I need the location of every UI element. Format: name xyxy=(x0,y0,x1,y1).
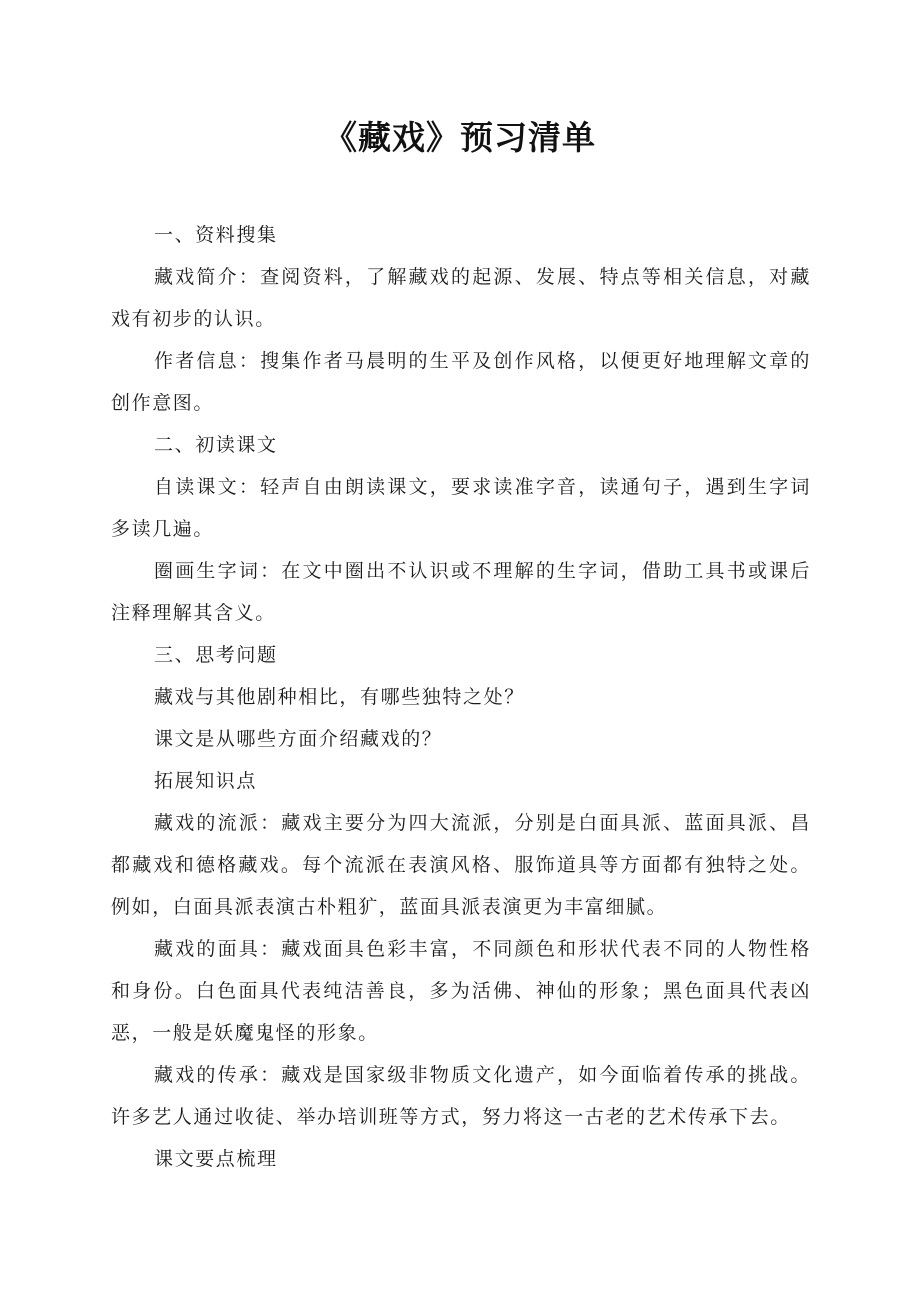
paragraph-mark-words: 圈画生字词：在文中圈出不认识或不理解的生字词，借助工具书或课后注释理解其含义。 xyxy=(111,560,811,624)
section-heading-key-points: 课文要点梳理 xyxy=(154,1148,278,1170)
section-heading-extension: 拓展知识点 xyxy=(154,770,258,792)
paragraph-author-info: 作者信息：搜集作者马晨明的生平及创作风格，以便更好地理解文章的创作意图。 xyxy=(111,350,811,414)
paragraph-masks: 藏戏的面具：藏戏面具色彩丰富，不同颜色和形状代表不同的人物性格和身份。白色面具代表纯洁善良，多为活佛、神仙的形象；黑色面具代表凶恶，一般是妖魔鬼怪的形象。 xyxy=(111,938,811,1044)
paragraph-schools: 藏戏的流派：藏戏主要分为四大流派，分别是白面具派、蓝面具派、昌都藏戏和德格藏戏。每个流派在表演风格、服饰道具等方面都有独特之处。例如，白面具派表演古朴粗犷，蓝面具派表演更为丰富细腻。 xyxy=(111,812,811,918)
section-heading-first-reading: 二、初读课文 xyxy=(154,434,278,456)
page-title: 《藏戏》预习清单 xyxy=(324,118,596,157)
document-body xyxy=(111,214,811,1180)
question-item: 藏戏与其他剧种相比，有哪些独特之处？ xyxy=(154,686,525,708)
question-item: 课文是从哪些方面介绍藏戏的？ xyxy=(154,728,443,750)
paragraph-inheritance: 藏戏的传承：藏戏是国家级非物质文化遗产，如今面临着传承的挑战。许多艺人通过收徒、举办培训班等方式，努力将这一古老的艺术传承下去。 xyxy=(111,1064,811,1128)
paragraph-zangxi-intro: 藏戏简介：查阅资料，了解藏戏的起源、发展、特点等相关信息，对藏戏有初步的认识。 xyxy=(111,266,811,330)
paragraph-self-reading: 自读课文：轻声自由朗读课文，要求读准字音，读通句子，遇到生字词多读几遍。 xyxy=(111,476,811,540)
section-heading-questions: 三、思考问题 xyxy=(154,644,278,666)
section-heading-resources: 一、资料搜集 xyxy=(154,224,278,246)
